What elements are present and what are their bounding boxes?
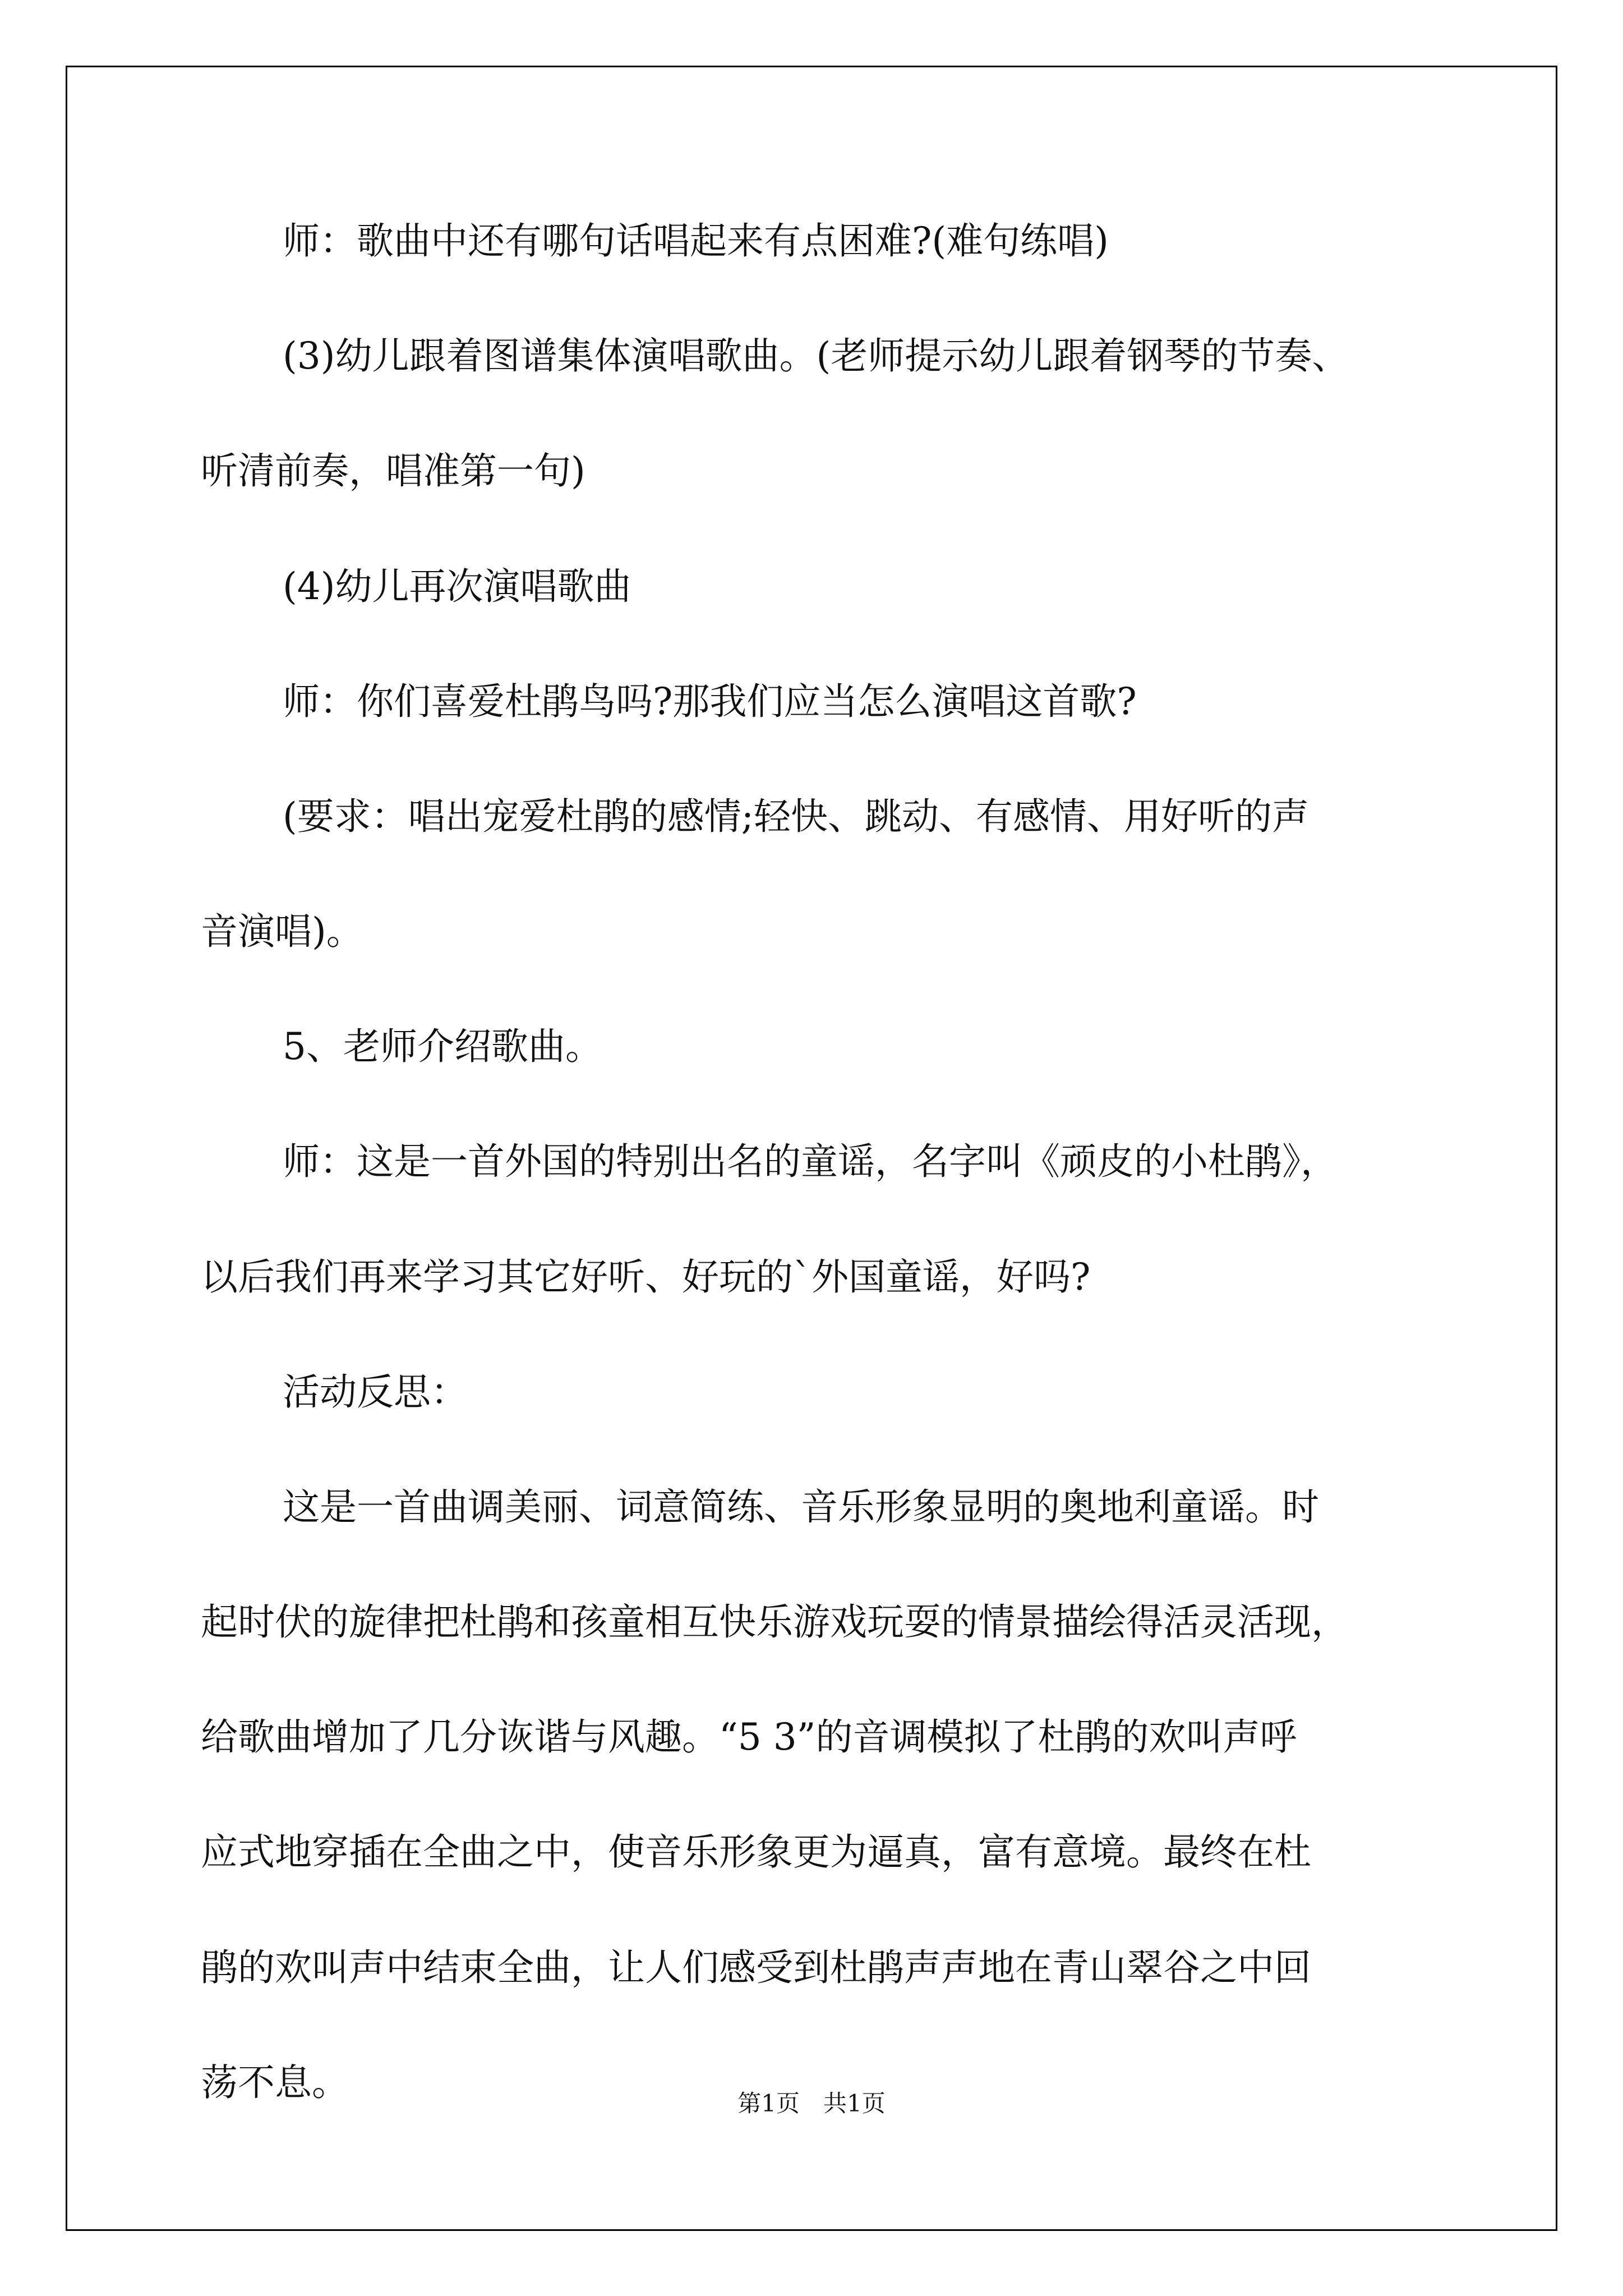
paragraph-line: 鹃的欢叫声中结束全曲，让人们感受到杜鹃声声地在青山翠谷之中回 xyxy=(201,1946,1311,1989)
page-footer: 第1页 共1页 xyxy=(737,2090,886,2117)
paragraph-line: 师：你们喜爱杜鹃鸟吗?那我们应当怎么演唱这首歌? xyxy=(283,680,1137,723)
paragraph-line: (3)幼儿跟着图谱集体演唱歌曲。(老师提示幼儿跟着钢琴的节奏、 xyxy=(283,334,1349,378)
paragraph-line: 荡不息。 xyxy=(201,2061,349,2104)
paragraph-line: 给歌曲增加了几分诙谐与风趣。“5 3”的音调模拟了杜鹃的欢叫声呼 xyxy=(201,1715,1297,1759)
paragraph-line: 活动反思： xyxy=(283,1370,468,1414)
paragraph-line: 师：这是一首外国的特别出名的童谣，名字叫《顽皮的小杜鹃》， xyxy=(283,1140,1338,1183)
paragraph-line: 这是一首曲调美丽、词意简练、音乐形象显明的奥地利童谣。时 xyxy=(283,1485,1319,1529)
paragraph-line: (4)幼儿再次演唱歌曲 xyxy=(283,565,631,608)
paragraph-line: 听清前奏，唱准第一句) xyxy=(201,449,585,493)
paragraph-line: 音演唱)。 xyxy=(201,910,363,953)
paragraph-line: 5、老师介绍歌曲。 xyxy=(283,1025,602,1068)
paragraph-line: 应式地穿插在全曲之中，使音乐形象更为逼真，富有意境。最终在杜 xyxy=(201,1830,1311,1874)
paragraph-line: 师：歌曲中还有哪句话唱起来有点困难?(难句练唱) xyxy=(283,219,1109,263)
paragraph-line: 以后我们再来学习其它好听、好玩的`外国童谣，好吗? xyxy=(201,1255,1091,1299)
paragraph-line: (要求：唱出宠爱杜鹃的感情;轻快、跳动、有感情、用好听的声 xyxy=(283,795,1309,838)
paragraph-line: 起时伏的旋律把杜鹃和孩童相互快乐游戏玩耍的情景描绘得活灵活现， xyxy=(201,1600,1348,1644)
